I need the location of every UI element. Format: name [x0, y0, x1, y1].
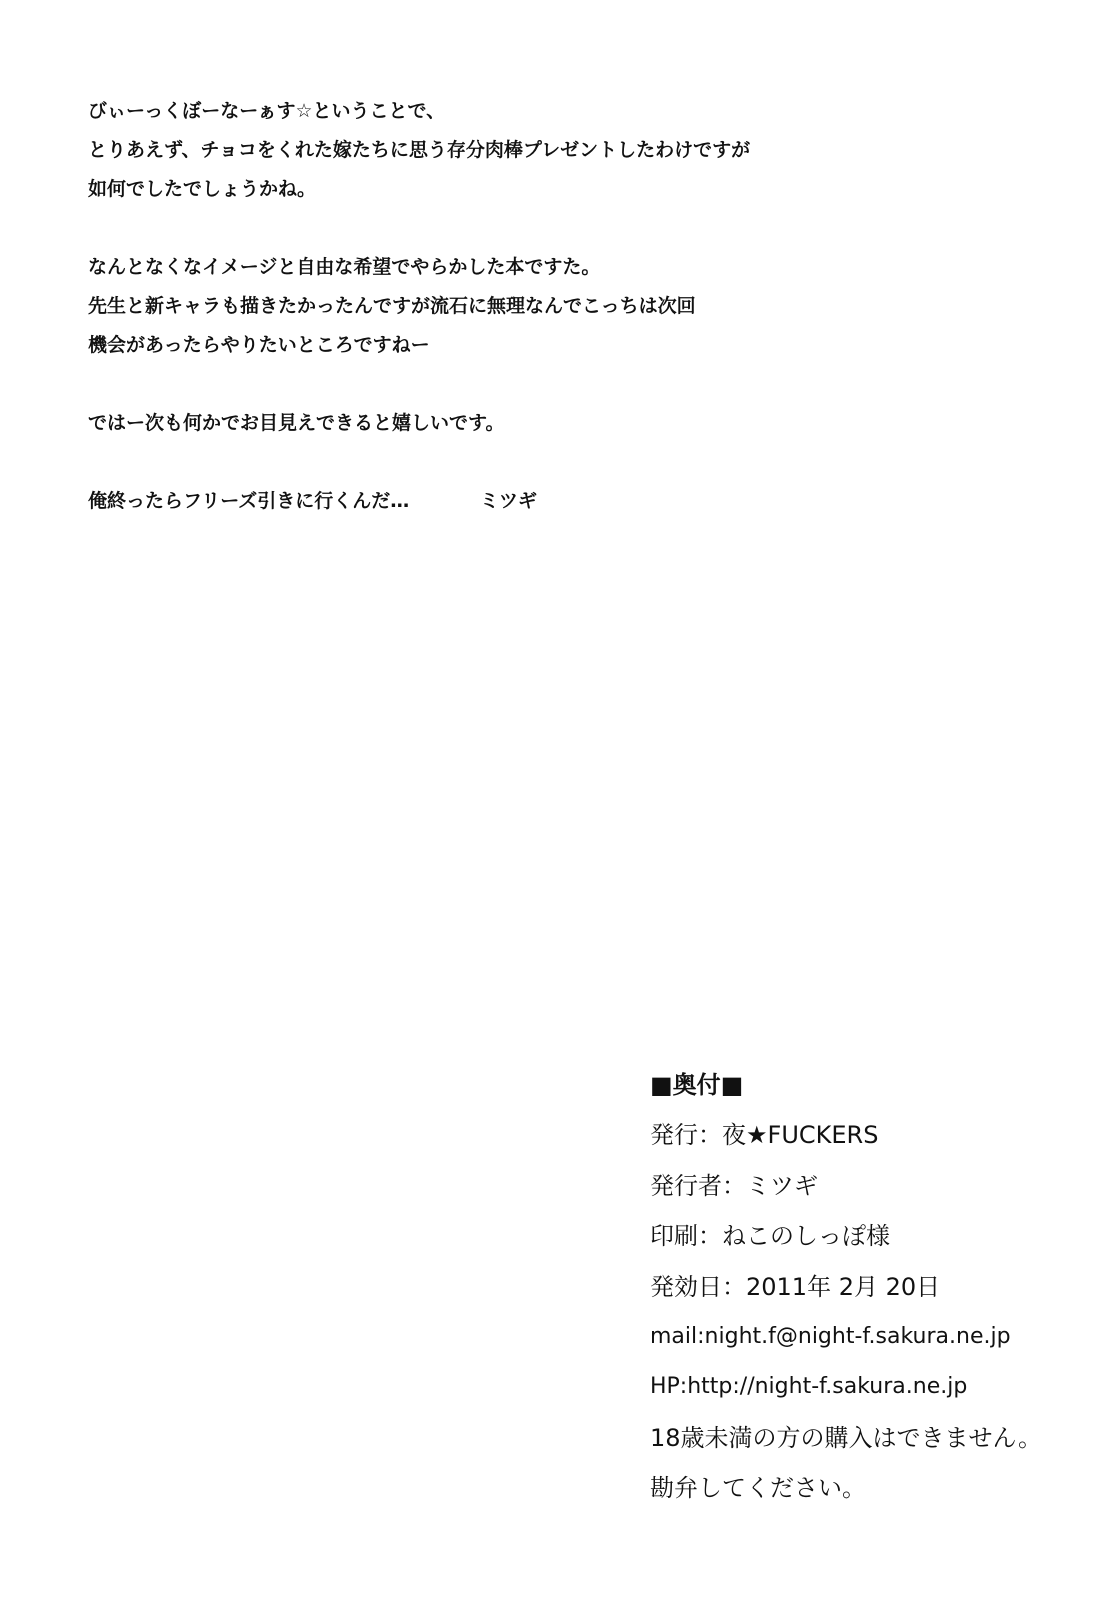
- colophon-issue-date: 発効日：2011年 2月 20日: [650, 1272, 941, 1301]
- afterword: [88, 92, 1048, 521]
- colophon-apology: 勘弁してください。: [650, 1474, 866, 1503]
- paragraph-gap: [88, 365, 1048, 404]
- colophon-homepage: HP:http://night-f.sakura.ne.jp: [650, 1374, 968, 1400]
- signature-author: ミツギ: [480, 490, 538, 512]
- afterword-line: ではー次も何かでお目見えできると嬉しいです。: [88, 412, 505, 434]
- colophon: [650, 1060, 1110, 1514]
- afterword-line: 如何でしたでしょうかね。: [88, 178, 317, 200]
- afterword-line: 先生と新キャラも描きたかったんですが流石に無理なんでこっちは次回: [88, 295, 696, 317]
- signature-text: 俺終ったらフリーズ引きに行くんだ…: [88, 490, 410, 512]
- colophon-issuer: 発行者：ミツギ: [650, 1171, 818, 1200]
- afterword-line: なんとなくなイメージと自由な希望でやらかした本ですた。: [88, 256, 601, 278]
- colophon-mail: mail:night.f@night-f.sakura.ne.jp: [650, 1323, 1011, 1349]
- paragraph-gap: [88, 443, 1048, 482]
- signature-row: [88, 482, 1048, 521]
- colophon-title: ■奥付■: [650, 1071, 744, 1099]
- colophon-printer: 印刷：ねこのしっぽ様: [650, 1222, 890, 1251]
- afterword-line: びぃーっくぼーなーぁす☆ということで、: [88, 100, 446, 122]
- afterword-line: 機会があったらやりたいところですねー: [88, 334, 430, 356]
- colophon-publisher: 発行：夜★FUCKERS: [650, 1121, 879, 1150]
- afterword-line: とりあえず、チョコをくれた嫁たちに思う存分肉棒プレゼントしたわけですが: [88, 139, 751, 161]
- colophon-age-notice: 18歳未満の方の購入はできません。: [650, 1423, 1042, 1452]
- paragraph-gap: [88, 209, 1048, 248]
